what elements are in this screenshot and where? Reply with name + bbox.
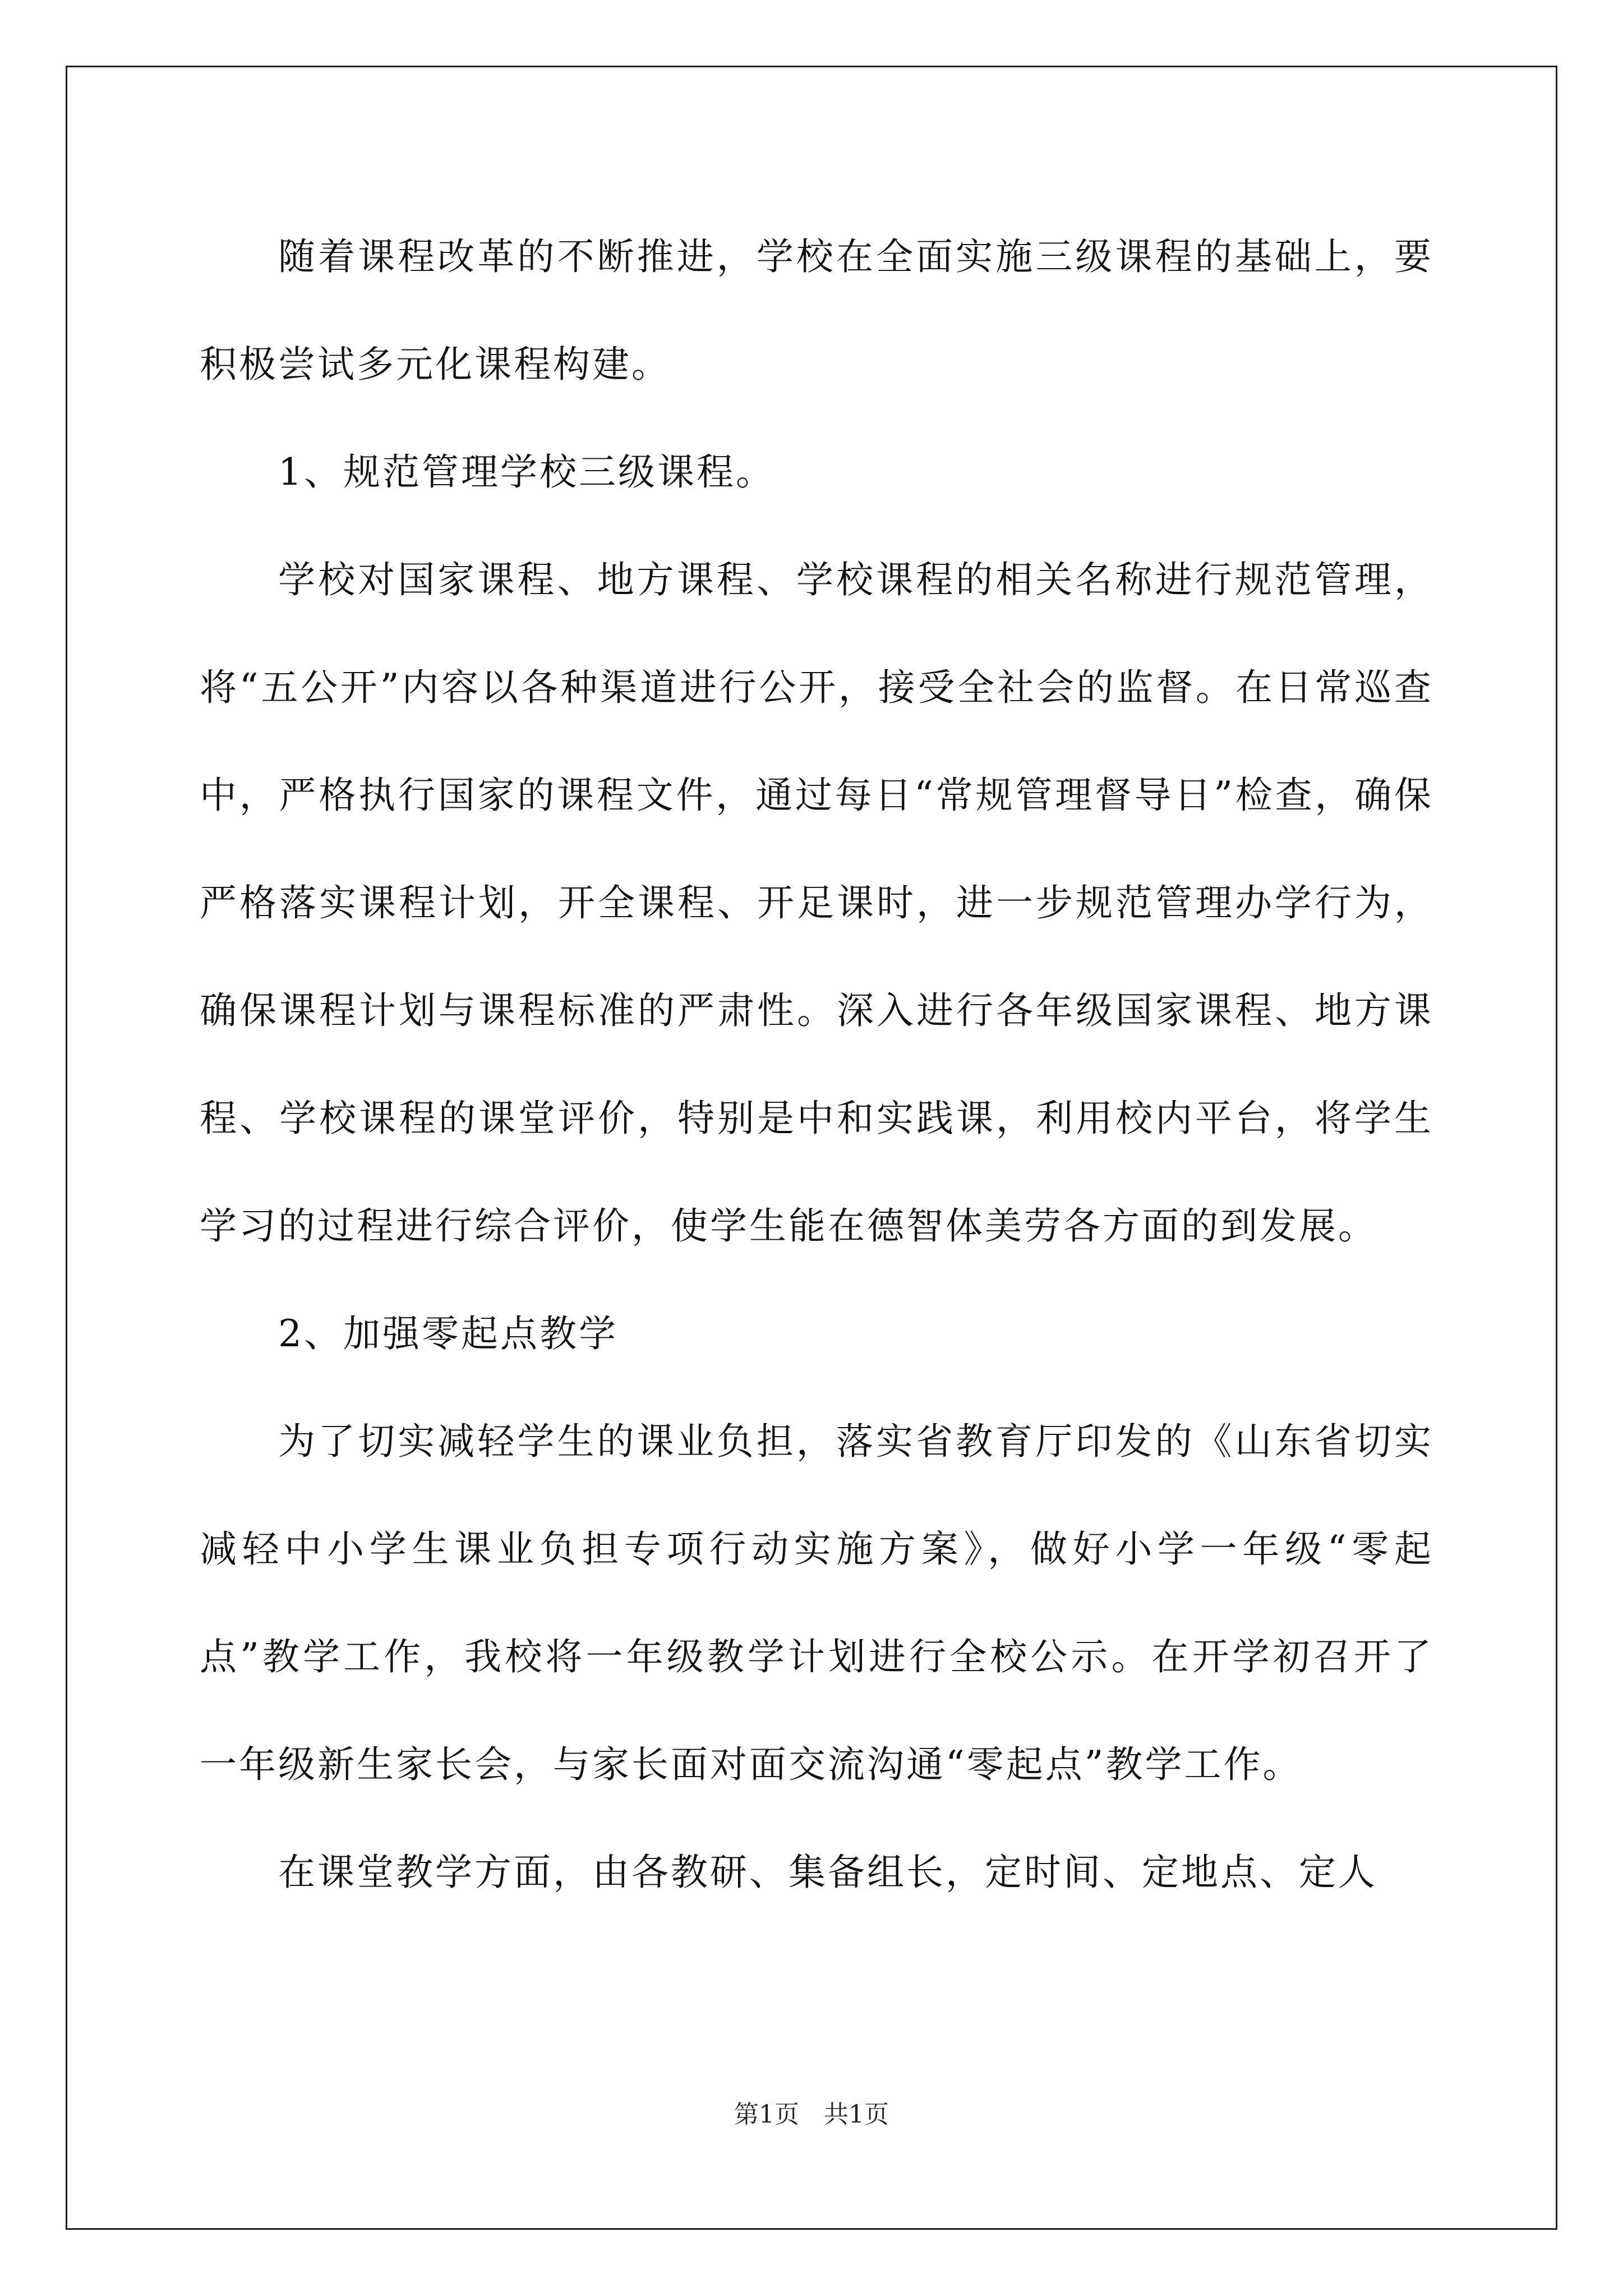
paragraph-classroom-teaching: 在课堂教学方面，由各教研、集备组长，定时间、定地点、定人 <box>278 1851 1377 1894</box>
heading-section-1: 1、规范管理学校三级课程。 <box>278 450 775 494</box>
heading-section-2: 2、加强零起点教学 <box>278 1312 618 1355</box>
paragraph-intro: 随着课程改革的不断推进，学校在全面实施三级课程的基础上，要积极尝试多元化课程构建。 <box>200 235 1433 386</box>
document-body <box>200 203 1433 1926</box>
paragraph-section-1-body: 学校对国家课程、地方课程、学校课程的相关名称进行规范管理，将“五公开”内容以各种渠道进行公开，接受全社会的监督。在日常巡查中，严格执行国家的课程文件，通过每日“常规管理督导日”检查，确保严格落实课程计划，开全课程、开足课时，进一步规范管理办学行为，确保课程计划与课程标准的严肃性。深入进行各年级国家课程、地方课程、学校课程的课堂评价，特别是中和实践课，利用校内平台，将学生学习的过程进行综合评价，使学生能在德智体美劳各方面的到发展。 <box>200 558 1433 1248</box>
paragraph-section-2-body: 为了切实减轻学生的课业负担，落实省教育厅印发的《山东省切实减轻中小学生课业负担专项行动实施方案》，做好小学一年级“零起点”教学工作，我校将一年级教学计划进行全校公示。在开学初召开了一年级新生家长会，与家长面对面交流沟通“零起点”教学工作。 <box>200 1420 1433 1786</box>
page-number-footer: 第1页 共1页 <box>734 2100 889 2129</box>
